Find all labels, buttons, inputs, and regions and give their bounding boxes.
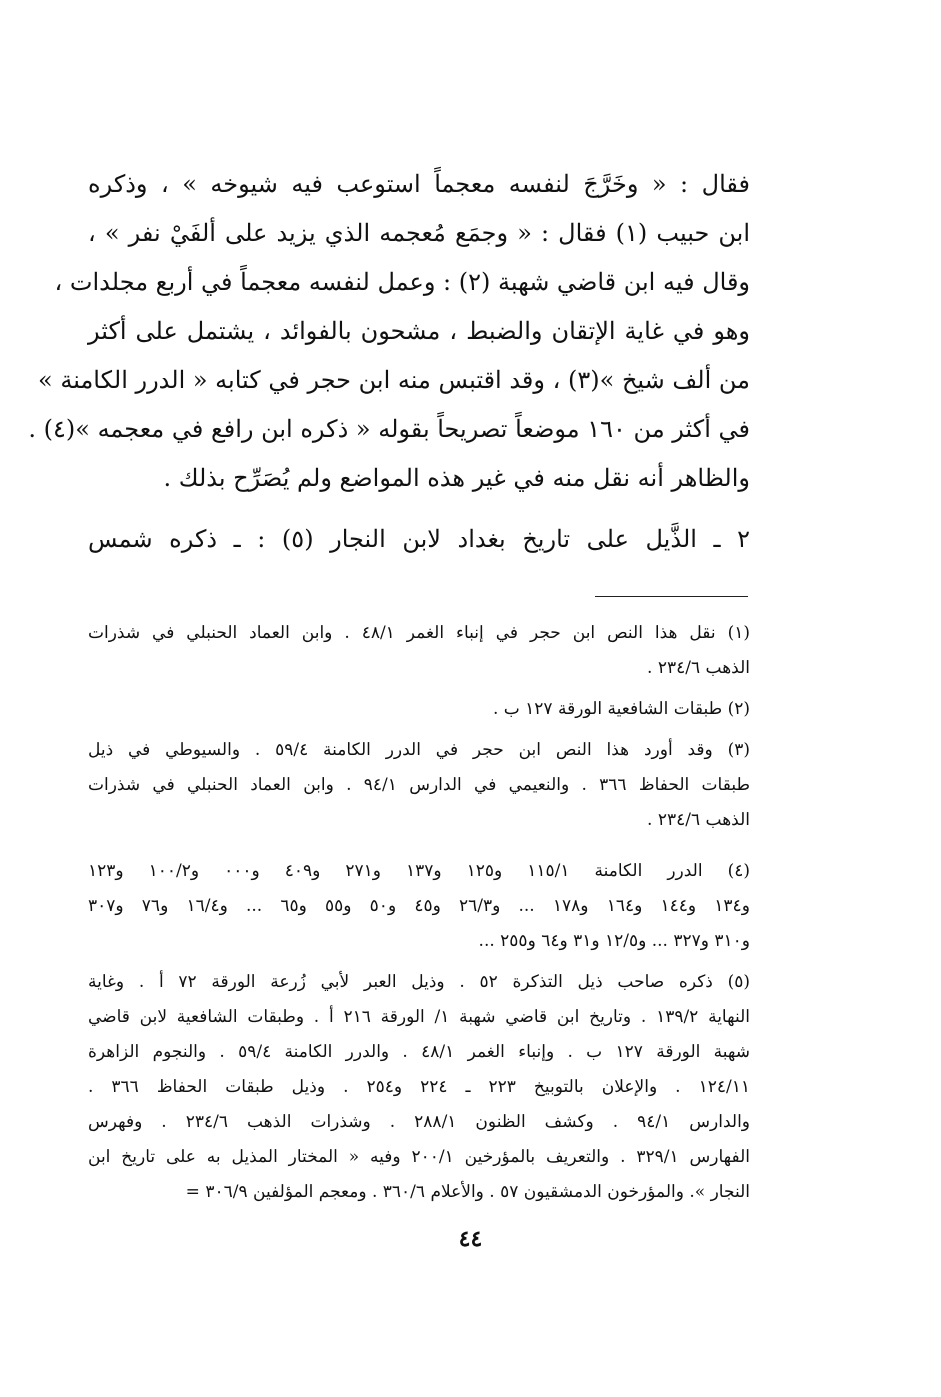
- section-heading-line: ٢ ـ الذَّيل على تاريخ بغداد لابن النجار (٥) : ـ ذكره شمس: [88, 525, 750, 553]
- footnote-line: النجار ». والمؤرخون الدمشقيون ٥٧ . والأعلام ٣٦٠/٦ . ومعجم المؤلفين ٣٠٦/٩ =: [185, 1182, 750, 1202]
- main-text-line: من ألف شيخ »(٣) ، وقد اقتبس منه ابن حجر في كتابه « الدرر الكامنة »: [38, 366, 750, 394]
- footnote-line: ١٢٤/١١ . والإعلان بالتوبيخ ٢٢٣ ـ ٢٢٤ و٢٥٤ . وذيل طبقات الحفاظ ٣٦٦ .: [88, 1077, 750, 1097]
- footnote-line: والدارس ٩٤/١ . وكشف الظنون ٢٨٨/١ . وشذرات الذهب ٢٣٤/٦ . وفهرس: [88, 1112, 750, 1132]
- footnote-line: طبقات الحفاظ ٣٦٦ . والنعيمي في الدارس ٩٤/١ . وابن العماد الحنبلي في شذرات: [88, 775, 750, 795]
- footnote-2: [88, 692, 750, 727]
- main-text-line: في أكثر من ١٦٠ موضعاً تصريحاً بقوله « ذكره ابن رافع في معجمه »(٤) .: [28, 415, 750, 443]
- footnote-gap: [88, 844, 750, 854]
- footnote-line: و١٣٤ و١٤٤ و١٦٤ و١٧٨ ... و٢٦/٣ و٤٥ و٥٠ و٥٥ و٦٥ ... و١٦/٤ و٧٦ و٣٠٧: [88, 896, 750, 916]
- footnotes: [88, 616, 750, 1216]
- footnote-1: [88, 616, 750, 686]
- main-text-line: والظاهر أنه نقل منه في غير هذه المواضع ولم يُصَرِّح بذلك .: [163, 464, 750, 492]
- footnote-line: الذهب ٢٣٤/٦ .: [647, 810, 750, 830]
- footnote-line: الذهب ٢٣٤/٦ .: [647, 658, 750, 678]
- footnote-separator: [595, 596, 748, 597]
- main-text-line: وقال فيه ابن قاضي شهبة (٢) : وعمل لنفسه معجماً في أربع مجلدات ،: [54, 268, 750, 296]
- footnote-line: و٣١٠ و٣٢٧ ... و١٢/٥ و٣١ و٦٤ و٢٥٥ ...: [478, 931, 750, 951]
- footnote-line: (١) نقل هذا النص ابن حجر في إنباء الغمر ٤٨/١ . وابن العماد الحنبلي في شذرات: [88, 623, 750, 643]
- main-text: [28, 160, 751, 564]
- footnote-line: شهبة الورقة ١٢٧ ب . وإنباء الغمر ٤٨/١ . والدرر الكامنة ٥٩/٤ . والنجوم الزاهرة: [88, 1042, 750, 1062]
- footnote-3: [88, 733, 750, 838]
- footnote-line: النهاية ١٣٩/٢ . وتاريخ ابن قاضي شهبة ١/ الورقة ٢١٦ أ . وطبقات الشافعية لابن قاضي: [88, 1007, 750, 1027]
- page-number: ٤٤: [458, 1226, 483, 1252]
- main-text-line: فقال : « وخَرَّجَ لنفسه معجماً استوعب فيه شيوخه » ، وذكره: [88, 170, 750, 198]
- main-text-line: ابن حبيب (١) فقال : « وجمَع مُعجمه الذي يزيد على ألفَيْ نفر » ،: [88, 219, 751, 247]
- footnote-4: [88, 854, 750, 959]
- footnote-line: (٣) وقد أورد هذا النص ابن حجر في الدرر الكامنة ٥٩/٤ . والسيوطي في ذيل: [88, 740, 750, 760]
- footnote-line: (٤) الدرر الكامنة ١١٥/١ و١٢٥ و١٣٧ و٢٧١ و٤٠٩ و٠٠٠ و١٠٠/٢ و١٢٣: [88, 861, 750, 881]
- footnote-line: الفهارس ٣٢٩/١ . والتعريف بالمؤرخين ٢٠٠/١ وفيه « المختار المذيل به على تاريخ ابن: [88, 1147, 751, 1167]
- footnote-line: (٢) طبقات الشافعية الورقة ١٢٧ ب .: [492, 699, 750, 719]
- main-text-line: وهو في غاية الإتقان والضبط ، مشحون بالفوائد ، يشتمل على أكثر: [88, 317, 750, 345]
- footnote-line: (٥) ذكره صاحب ذيل التذكرة ٥٢ . وذيل العبر لأبي زُرعة الورقة ٧٢ أ . وغاية: [88, 972, 751, 992]
- footnote-5: [88, 965, 750, 1210]
